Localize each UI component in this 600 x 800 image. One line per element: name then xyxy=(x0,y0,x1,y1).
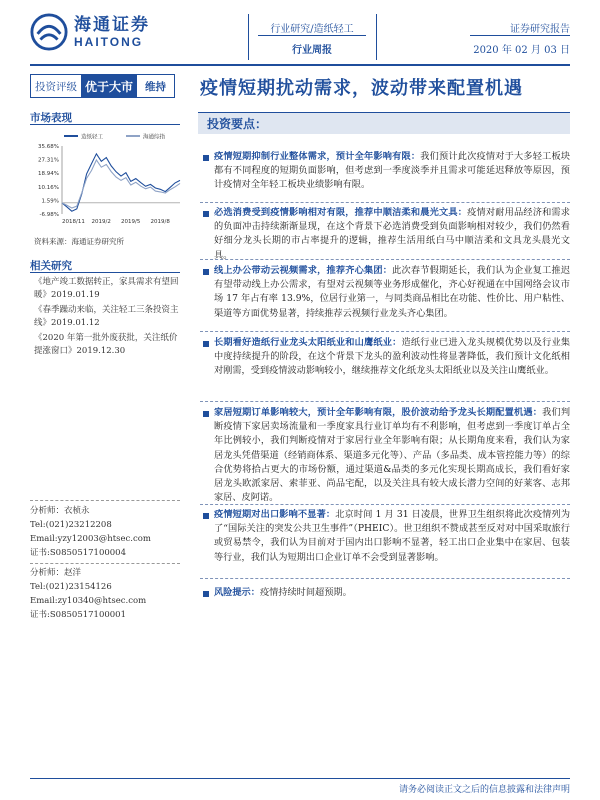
key-point-heading: 线上办公带动云视频需求，推荐齐心集团： xyxy=(214,265,393,276)
key-point-heading: 长期看好造纸行业龙头太阳纸业和山鹰纸业： xyxy=(214,337,402,348)
key-point xyxy=(214,336,570,379)
y-tick-label: -6.98% xyxy=(39,212,59,218)
key-point-divider xyxy=(200,259,570,260)
related-item[interactable]: 《2020 年第一批外废获批，关注纸价提涨窗口》2019.12.30 xyxy=(34,333,178,356)
key-point-text: 北京时间 1 月 31 日凌晨，世界卫生组织将此次疫情列为了“国际关注的突发公共卫生事件”（PHEIC）。世卫组织不赞成甚至反对对中国采取旅行或贸易禁令，我们认为目前对于国内出口影响不显著，轻工出口企业集中在家居、包装等行业，我们认为短期出口企业订单不会受到显著影响。 xyxy=(214,509,571,563)
key-point-divider xyxy=(200,401,570,402)
key-point-heading: 风险提示： xyxy=(214,587,260,598)
key-point-heading: 家居短期订单影响较大，预计全年影响有限，股价波动给予龙头长期配置机遇： xyxy=(214,407,543,418)
header-divider xyxy=(470,35,570,36)
report-type: 行业周报 xyxy=(292,45,332,56)
key-point-heading: 疫情短期对出口影响不显著： xyxy=(214,509,336,520)
analyst-email[interactable]: Email:yzy12003@htsec.com xyxy=(30,534,151,544)
y-tick-label: 1.59% xyxy=(41,198,59,205)
key-point-divider xyxy=(200,331,570,332)
header-divider xyxy=(248,14,249,60)
key-point-text: 疫情对耐用品经济和需求的负面冲击持续渐渐显现，在这个背景下必选消费受到负面影响相对较少，我们仍然看好细分龙头长期的市占率提升的逻辑，推荐生活用纸白马中顺洁柔和文具龙头晨光文具。 xyxy=(214,207,570,261)
section-rule xyxy=(30,272,180,273)
bullet-square-icon xyxy=(203,411,209,417)
market-line-chart xyxy=(30,130,190,230)
key-point-text: 我们预计此次疫情对于大多轻工板块都有不同程度的短期负面影响，但考虑到一季度淡季并且需求可能延迟释放等原因，预计疫情对全年轻工板块业绩影响有限。 xyxy=(214,151,571,191)
bullet-square-icon xyxy=(203,155,209,161)
key-point-heading: 疫情短期抑制行业整体需求，预计全年影响有限： xyxy=(214,151,421,162)
header-divider xyxy=(376,14,377,60)
y-tick-label: 18.94% xyxy=(38,171,59,178)
legend-label: 造纸轻工 xyxy=(81,134,104,141)
header-divider xyxy=(258,35,366,36)
key-point xyxy=(214,150,570,193)
analyst-tel: Tel:(021)23154126 xyxy=(30,582,112,592)
page-title: 疫情短期扰动需求，波动带来配置机遇 xyxy=(200,78,523,99)
analyst-email[interactable]: Email:zy10340@htsec.com xyxy=(30,596,147,606)
analyst-cert: 证书:S0850517100004 xyxy=(30,548,126,558)
bullet-square-icon xyxy=(203,513,209,519)
analyst-divider xyxy=(30,563,180,564)
legend-label: 海通综指 xyxy=(143,134,166,141)
logo-english: HAITONG xyxy=(74,35,144,49)
chart-source: 资料来源：海通证券研究所 xyxy=(34,237,124,246)
company-logo xyxy=(30,12,180,52)
haitong-logo-icon xyxy=(30,13,68,51)
bullet-square-icon xyxy=(203,591,209,597)
key-points-title: 投资要点： xyxy=(207,117,268,131)
x-tick-label: 2019/2 xyxy=(91,219,111,225)
analyst-divider xyxy=(30,500,180,501)
header-rule xyxy=(30,64,570,66)
x-tick-label: 2019/8 xyxy=(150,219,170,225)
section-rule xyxy=(30,124,180,125)
key-point-heading: 必选消费受到疫情影响相对有限，推荐中顺洁柔和晨光文具： xyxy=(214,207,468,218)
key-point xyxy=(214,206,570,263)
key-point-divider xyxy=(200,504,570,505)
market-section-title: 市场表现 xyxy=(30,112,72,124)
document-type: 证券研究报告 xyxy=(510,24,570,35)
logo-chinese: 海通证券 xyxy=(74,15,150,35)
key-point xyxy=(214,406,570,505)
rating-value: 优于大市 xyxy=(81,75,137,97)
bullet-square-icon xyxy=(203,211,209,217)
investment-rating xyxy=(30,74,175,98)
key-point-text: 我们判断疫情下家居卖场流量和一季度家具行业订单均有不利影响，但考虑到一季度订单占全年比例较小，我们判断疫情对于家居行业全年影响有限；从长期角度来看，我们认为家居龙头凭借渠道（经销商体系、渠道多元化等）、产品（多品类、成本管控能力等）的综合优势将拾占更大的市场份额，通过渠道&品类的多元化实现长期高成长，我们看好家居龙头欧派家居、索菲亚、尚品宅配，以及关注具有较大成长潜力空间的好莱客、志邦家居、皮阿诺。 xyxy=(214,407,571,504)
key-point xyxy=(214,508,570,565)
related-section-title: 相关研究 xyxy=(30,260,72,272)
analyst-tel: Tel:(021)23212208 xyxy=(30,520,112,530)
x-tick-label: 2019/5 xyxy=(121,219,141,225)
key-point-text: 疫情持续时间超预期。 xyxy=(259,587,352,598)
x-tick-label: 2018/11 xyxy=(62,219,85,225)
key-point-divider xyxy=(200,202,570,203)
key-point-text: 此次春节假期延长，我们认为企业复工推迟有望带动线上办公需求，有望对云视频等业务形成催化，齐心好视通在中国网络会议市场 17 年占有率 13.9%，位居行业第一，与同类商品相比在功能、性价比、用户粘性、渠道等方面优势显著，持续推荐云视频行业龙头齐心集团。 xyxy=(214,265,571,319)
key-point-text: 造纸行业已进入龙头规模优势以及行业集中度持续提升的阶段，在这个背景下龙头的盈利波动性将显著降低，我们预计文化纸相对刚需，受到疫情波动影响较小，继续推荐文化纸龙头太阳纸业以及关注山鹰纸业。 xyxy=(214,337,571,377)
y-tick-label: 27.31% xyxy=(38,157,59,164)
report-category: 行业研究/造纸轻工 xyxy=(270,24,354,35)
rating-keep: 维持 xyxy=(137,75,174,97)
market-chart xyxy=(30,130,190,230)
analyst-name: 分析师：赵洋 xyxy=(30,568,82,578)
rating-label: 投资评级 xyxy=(31,75,81,97)
key-point xyxy=(214,264,570,321)
risk-warning xyxy=(214,586,570,600)
footer-rule xyxy=(30,778,570,779)
related-item[interactable]: 《地产竣工数据转正，家具需求有望回暖》2019.01.19 xyxy=(34,277,179,300)
analyst-cert: 证书:S0850517100001 xyxy=(30,610,126,620)
key-point-divider xyxy=(200,578,570,579)
analyst-name: 分析师：衣桢永 xyxy=(30,506,90,516)
bullet-square-icon xyxy=(203,269,209,275)
y-tick-label: 35.68% xyxy=(38,144,59,150)
related-item[interactable]: 《春季躁动来临，关注轻工三条投资主线》2019.01.12 xyxy=(34,305,179,328)
y-tick-label: 10.16% xyxy=(38,184,59,191)
bullet-square-icon xyxy=(203,341,209,347)
footer-disclaimer[interactable]: 请务必阅读正文之后的信息披露和法律声明 xyxy=(398,785,570,795)
report-date: 2020 年 02 月 03 日 xyxy=(473,45,570,56)
